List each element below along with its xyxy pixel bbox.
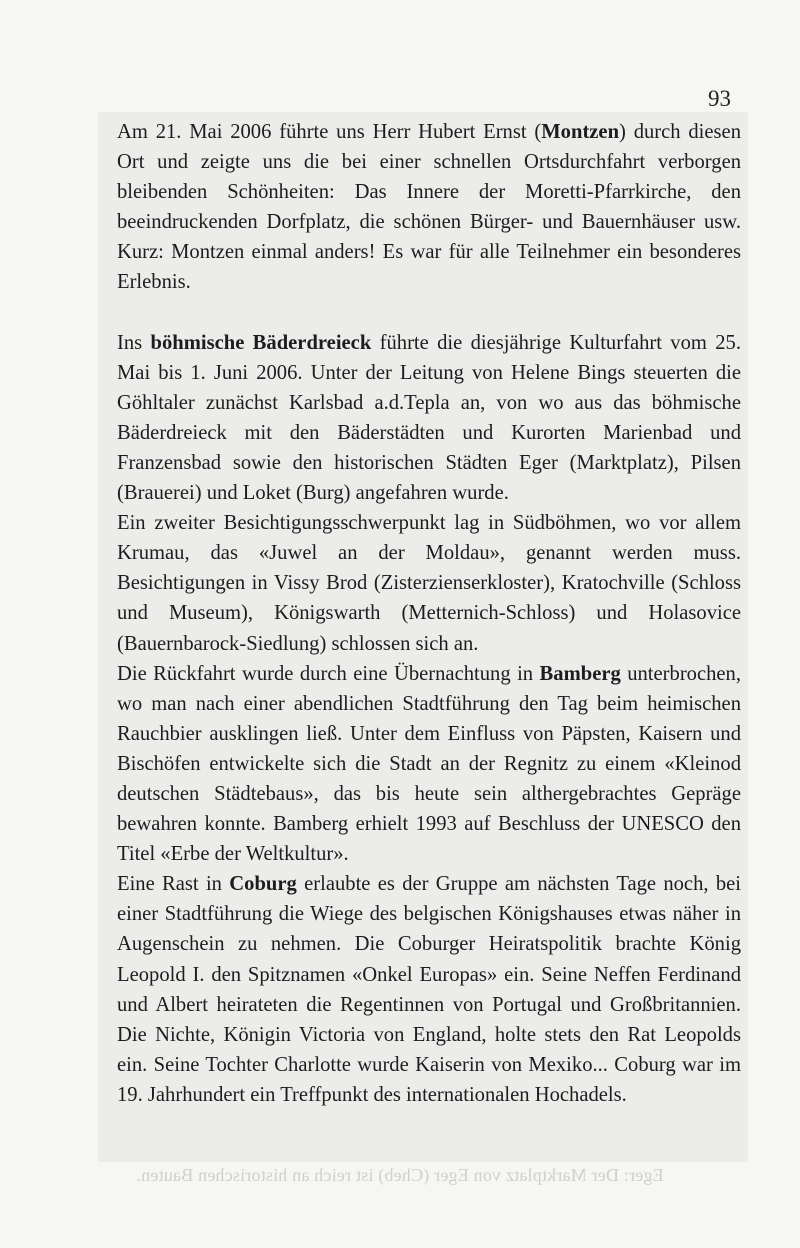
text-run: erlaubte es der Gruppe am nächsten Tage noch, bei einer Stadtführung die Wiege des belgischen Königshauses etwas näher in Augenschein zu nehmen. Die Coburger Heiratspolitik brachte König Leopold I. den Spitznamen «Onkel Europas» ein. Seine Neffen Ferdinand und Albert heirateten die Regentinnen von Portugal und Großbritannien. Die Nichte, Königin Victoria von England, holte stets den Rat Leopolds ein. Seine Tochter Charlotte wurde Kaiserin von Mexiko... Coburg war im 19. Jahrhundert ein Treffpunkt des internationalen Hochadels. [117,873,741,1106]
bold-place-montzen: Montzen [541,121,620,143]
bold-place-coburg: Coburg [229,873,297,896]
paragraph-montzen [117,117,741,298]
page-number: 93 [708,86,731,111]
paragraph-coburg [117,869,741,1110]
bold-place-baederdreieck: böhmische Bäderdreieck [150,331,372,354]
paragraph-baederdreieck [117,328,741,509]
body-text [117,117,741,1110]
bold-place-bamberg: Bamberg [539,662,621,685]
text-run: ) durch diesen Ort und zeigte uns die bei einer schnellen Ortsdurchfahrt verborgen bleibenden Schönheiten: Das Innere der Moretti-Pfarrkirche, den beeindruckenden Dorfplatz, die schönen Bürger- und Bauernhäuser usw. Kurz: Montzen einmal anders! Es war für alle Teilnehmer ein besonderes Erlebnis. [117,121,741,294]
text-run: Am 21. Mai 2006 führte uns Herr Hubert Ernst ( [117,121,542,143]
text-run: Eine Rast in [117,873,230,896]
text-run: Ins [117,331,151,354]
paragraph-bamberg [117,659,741,870]
text-run: führte die diesjährige Kulturfahrt vom 25. Mai bis 1. Juni 2006. Unter der Leitung von Helene Bings steuerten die Göhltaler zunächst Karlsbad a.d.Tepla an, von wo aus das böhmische Bäderdreieck mit den Bäderstädten und Kurorten Marienbad und Franzensbad sowie den historischen Städten Eger (Marktplatz), Pilsen (Brauerei) und Loket (Burg) angefahren wurde. [117,331,741,505]
text-run: Die Rückfahrt wurde durch eine Übernachtung in [117,662,540,685]
show-through-caption: Eger: Der Marktplatz von Eger (Cheb) ist reich an historischen Bauten. [136,1165,664,1185]
text-run: unterbrochen, wo man nach einer abendlichen Stadtführung den Tag beim heimischen Rauchbier ausklingen ließ. Unter dem Einfluss von Päpsten, Kaisern und Bischöfen entwickelte sich die Stadt an der Regnitz zu einem «Kleinod deutschen Städtebaus», das bis heute sein althergebrachtes Gepräge bewahren konnte. Bamberg erhielt 1993 auf Beschluss der UNESCO den Titel «Erbe der Weltkultur». [117,662,742,866]
paragraph-suedboehmen [117,508,741,658]
text-run: Ein zweiter Besichtigungsschwerpunkt lag in Südböhmen, wo vor allem Krumau, das «Juwel an der Moldau», genannt werden muss. Besichtigungen in Vissy Brod (Zisterzienserkloster), Kratochville (Schloss und Museum), Königswarth (Metternich-Schloss) und Holasovice (Bauernbarock-Siedlung) schlossen sich an. [117,512,741,655]
